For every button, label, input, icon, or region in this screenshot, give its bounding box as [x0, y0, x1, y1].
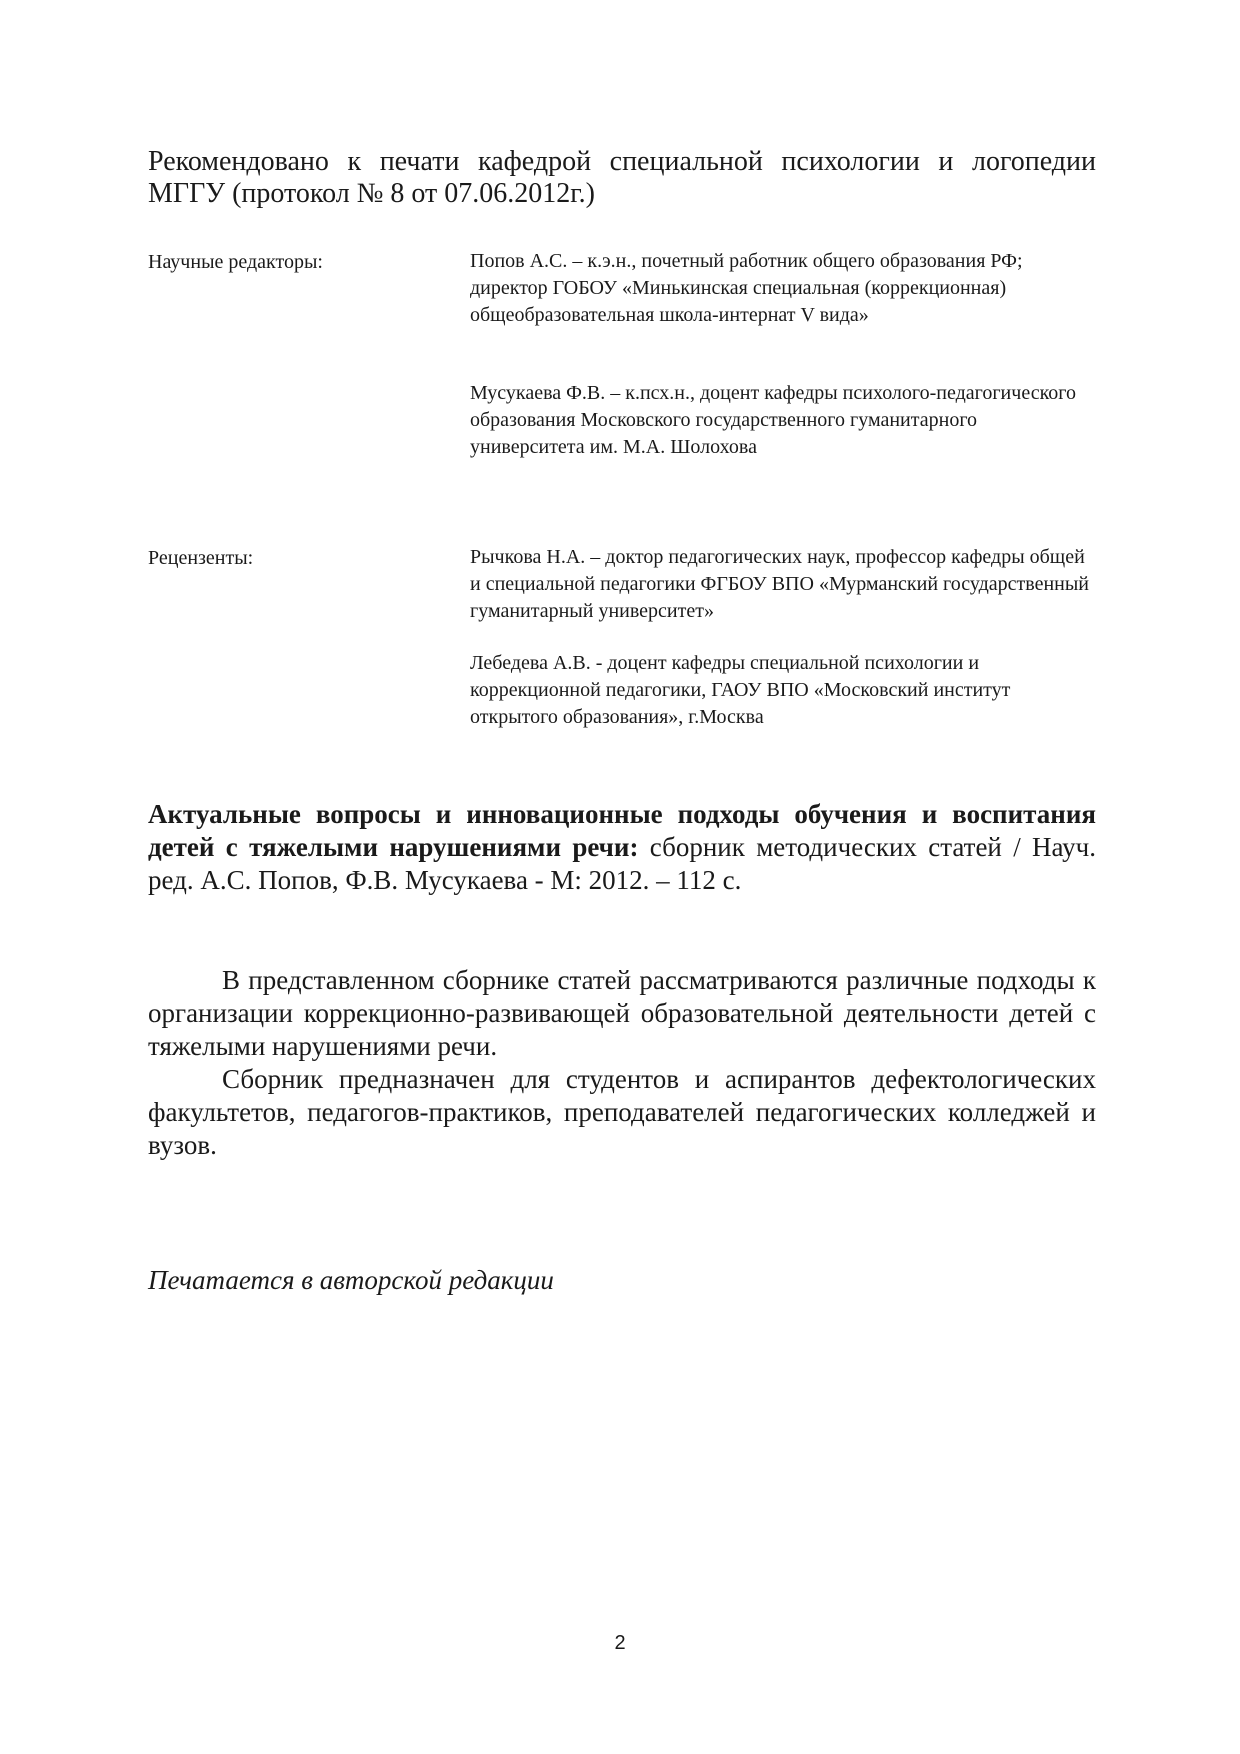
abstract-paragraph: В представленном сборнике статей рассматриваются различные подходы к организации коррекционно-развивающей образовательной деятельности детей с тяжелыми нарушениями речи.: [148, 965, 1096, 1061]
editor-popov: Попов А.С. – к.э.н., почетный работник общего образования РФ; директор ГОБОУ «Минькинская специальная (коррекционная) общеобразовательная школа-интернат V вида»: [470, 250, 1023, 326]
book-title: Актуальные вопросы и инновационные подходы обучения и воспитания детей с тяжелыми нарушениями речи:: [148, 799, 1096, 862]
page-number: 2: [614, 1632, 626, 1654]
imprint-note: Печатается в авторской редакции: [148, 1265, 554, 1295]
book-details: сборник методических статей / Науч. ред. А.С. Попов, Ф.В. Мусукаева - М: 2012. – 112 с.: [148, 832, 1096, 895]
editors-label: Научные редакторы:: [148, 251, 323, 273]
abstract: [148, 964, 1096, 1162]
reviewer-lebedeva: Лебедева А.В. - доцент кафедры специальной психологии и коррекционной педагогики, ГАОУ ВПО «Московский институт открытого образования», г.Москва: [470, 652, 1011, 728]
reviewer-rychkova: Рычкова Н.А. – доктор педагогических наук, профессор кафедры общей и специальной педагогики ФГБОУ ВПО «Мурманский государственный гуманитарный университет»: [470, 546, 1090, 622]
abstract-paragraph: Сборник предназначен для студентов и аспирантов дефектологических факультетов, педагогов-практиков, преподавателей педагогических колледжей и вузов.: [148, 1064, 1096, 1160]
bibliographic-description: [148, 798, 1096, 897]
reviewers-label: Рецензенты:: [148, 547, 254, 569]
editor-musukaeva: Мусукаева Ф.В. – к.псх.н., доцент кафедры психолого-педагогического образования Московского государственного гуманитарного университета им. М.А. Шолохова: [470, 382, 1076, 458]
recommendation-text: Рекомендовано к печати кафедрой специальной психологии и логопедии МГГУ (протокол № 8 от 07.06.2012г.): [148, 146, 1096, 209]
